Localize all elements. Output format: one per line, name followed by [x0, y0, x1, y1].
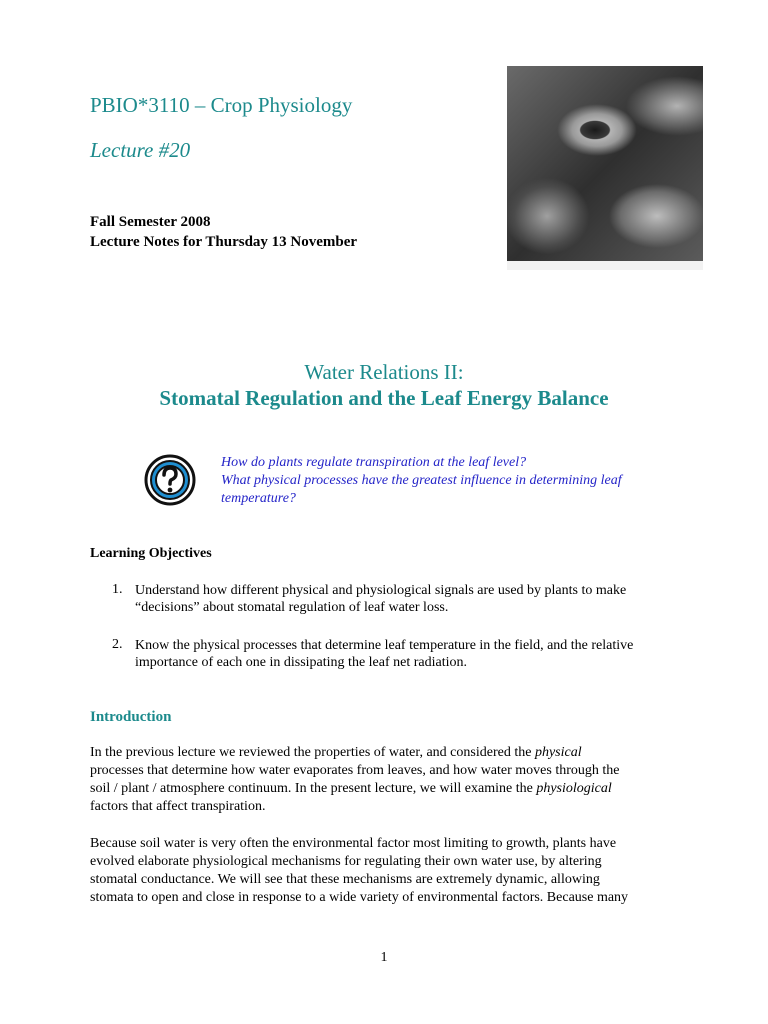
intro-p1-line1: In the previous lecture we reviewed the properties of water, and considered the physical [90, 745, 582, 760]
objective-1-line2: “decisions” about stomatal regulation of leaf water loss. [135, 600, 449, 615]
emphasis-physiological: physiological [536, 781, 612, 796]
intro-p1-line2: processes that determine how water evaporates from leaves, and how water moves through the [90, 763, 620, 778]
document-title-line1: Water Relations II: [304, 360, 464, 384]
introduction-heading: Introduction [90, 709, 172, 725]
intro-p2-line2: evolved elaborate physiological mechanisms for regulating their own water use, by altering [90, 854, 602, 869]
intro-p2-line1: Because soil water is very often the environmental factor most limiting to growth, plants have [90, 836, 617, 851]
intro-p1-line3: soil / plant / atmosphere continuum. In the present lecture, we will examine the physiological [90, 781, 612, 796]
objective-2-line2: importance of each one in dissipating the leaf net radiation. [135, 655, 467, 670]
intro-paragraph-2 [90, 835, 690, 907]
objective-1-number: 1. [112, 582, 123, 597]
lecture-notes-date: Lecture Notes for Thursday 13 November [90, 234, 358, 250]
semester: Fall Semester 2008 [90, 214, 211, 230]
guiding-question-line3: temperature? [221, 491, 296, 506]
course-title: PBIO*3110 – Crop Physiology [90, 93, 353, 117]
micrograph-scale-bar [507, 261, 703, 270]
objective-1-line1: Understand how different physical and physiological signals are used by plants to make [135, 583, 627, 598]
guiding-question-line2: What physical processes have the greatest influence in determining leaf [221, 473, 622, 488]
intro-p2-line4: stomata to open and close in response to a wide variety of environmental factors. Because many [90, 890, 629, 905]
stomata-micrograph-image [507, 66, 703, 270]
document-title-line2: Stomatal Regulation and the Leaf Energy Balance [159, 386, 609, 410]
lecture-number: Lecture #20 [90, 138, 191, 162]
learning-objectives-heading: Learning Objectives [90, 546, 212, 561]
objective-2-text [135, 637, 695, 671]
intro-p2-line3: stomatal conductance. We will see that these mechanisms are extremely dynamic, allowing [90, 872, 600, 887]
question-mark-icon [142, 452, 198, 508]
objective-1-text [135, 582, 695, 616]
objective-2-number: 2. [112, 637, 123, 652]
emphasis-physical: physical [534, 745, 582, 760]
objective-2-line1: Know the physical processes that determine leaf temperature in the field, and the relative [135, 638, 634, 653]
intro-p1-line4: factors that affect transpiration. [90, 799, 266, 814]
guiding-question-line1: How do plants regulate transpiration at the leaf level? [221, 455, 527, 470]
intro-paragraph-1 [90, 744, 690, 816]
page-number: 1 [380, 950, 388, 965]
